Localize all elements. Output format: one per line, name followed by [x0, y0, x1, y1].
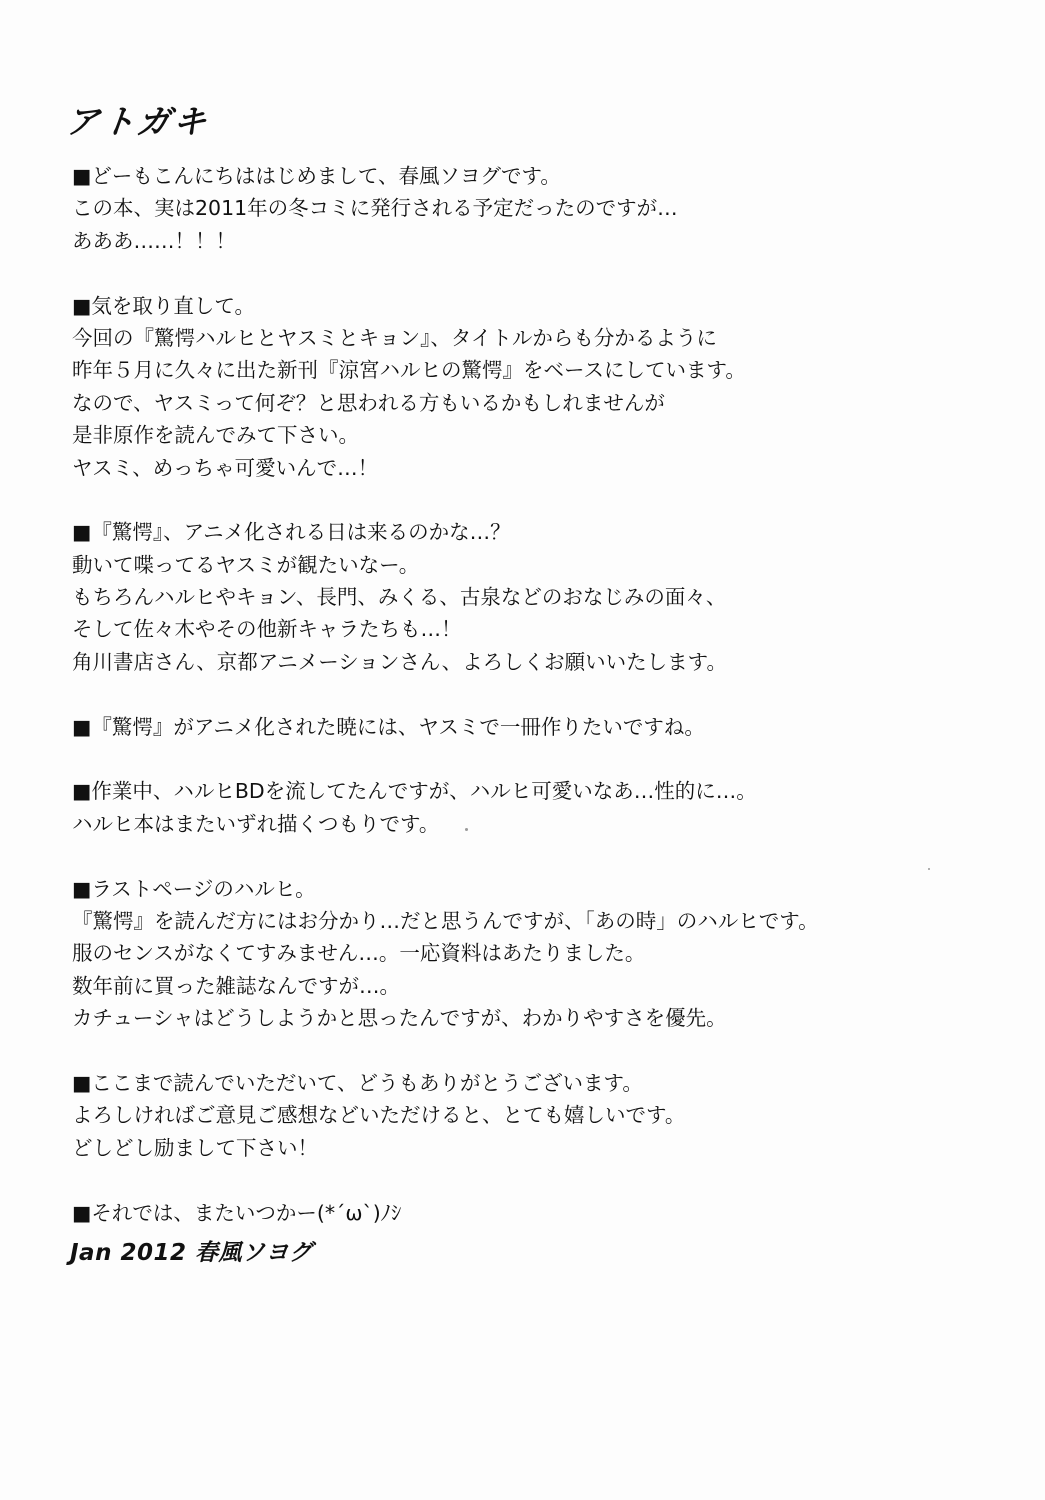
- paragraph-line: ■気を取り直して。: [72, 293, 255, 318]
- paragraph-line: ■どーもこんにちははじめまして、春風ソヨグです。: [72, 164, 561, 188]
- paragraph-line: あああ……！！！: [72, 228, 236, 253]
- paragraph-line: ■それでは、またいつかー(*´ω`)ﾉｼ: [72, 1200, 402, 1225]
- paragraph-line: 『驚愕』を読んだ方にはお分かり…だと思うんですが、「あの時」のハルヒです。: [72, 908, 819, 933]
- paragraph-line: カチューシャはどうしようかと思ったんですが、わかりやすさを優先。: [72, 1006, 727, 1031]
- paragraph-line: この本、実は2011年の冬コミに発行される予定だったのですが…: [72, 196, 678, 221]
- paragraph-line: 是非原作を読んでみて下さい。: [72, 423, 359, 448]
- section-yasumi-book: [72, 711, 1012, 743]
- paragraph-line: ■『驚愕』がアニメ化された暁には、ヤスミで一冊作りたいですね。: [72, 714, 705, 739]
- paragraph-line: ■『驚愕』、アニメ化される日は来るのかな…？: [72, 520, 511, 545]
- paper-speck: [465, 828, 468, 831]
- page-title: アトガキ: [64, 102, 212, 141]
- paragraph-line: 角川書店さん、京都アニメーションさん、よろしくお願いいたします。: [72, 649, 727, 674]
- paragraph-line: 今回の『驚愕ハルヒとヤスミとキョン』、タイトルからも分かるように: [72, 325, 717, 350]
- paragraph-line: 昨年５月に久々に出た新刊『涼宮ハルヒの驚愕』をベースにしています。: [72, 358, 746, 383]
- paragraph-line: ハルヒ本はまたいずれ描くつもりです。: [72, 811, 440, 836]
- section-working: [72, 775, 1012, 840]
- paragraph-line: ■ラストページのハルヒ。: [72, 876, 316, 901]
- paragraph-line: ■ここまで読んでいただいて、どうもありがとうございます。: [72, 1070, 643, 1095]
- paper-speck: [928, 868, 930, 870]
- paragraph-line: よろしければご意見ご感想などいただけると、とても嬉しいです。: [72, 1103, 686, 1128]
- paragraph-line: 動いて喋ってるヤスミが観たいなー。: [72, 552, 420, 577]
- section-greeting: [72, 160, 1012, 257]
- paragraph-line: そして佐々木やその他新キャラたちも…！: [72, 617, 462, 642]
- paragraph-line: もちろんハルヒやキョン、長門、みくる、古泉などのおなじみの面々、: [72, 585, 727, 610]
- paragraph-line: 数年前に買った雑誌なんですが…。: [72, 973, 400, 998]
- section-anime-hope: [72, 516, 1012, 678]
- section-farewell: [72, 1197, 1012, 1229]
- section-about-book: [72, 290, 1012, 484]
- paragraph-line: ヤスミ、めっちゃ可愛いんで…！: [72, 455, 379, 480]
- paragraph-line: 服のセンスがなくてすみません…。一応資料はあたりました。: [72, 941, 646, 966]
- section-thanks: [72, 1067, 1012, 1164]
- afterword-body: [72, 160, 1012, 1261]
- section-last-page: [72, 873, 1012, 1035]
- paragraph-line: どしどし励まして下さい！: [72, 1135, 318, 1160]
- signature: Jan 2012 春風ソヨグ: [70, 1240, 313, 1266]
- paragraph-line: ■作業中、ハルヒBDを流してたんですが、ハルヒ可愛いなあ…性的に…。: [72, 779, 757, 804]
- paragraph-line: なので、ヤスミって何ぞ？と思われる方もいるかもしれませんが: [72, 390, 665, 415]
